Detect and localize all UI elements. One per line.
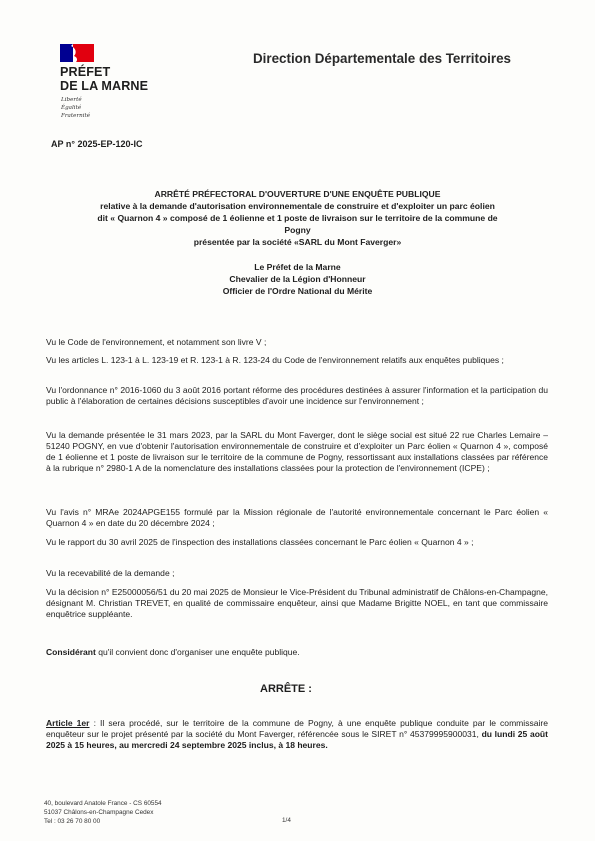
page-number: 1/4: [282, 817, 291, 824]
considerant-label: Considérant: [46, 647, 96, 657]
republic-motto: [61, 96, 90, 120]
vu-paragraph: Vu la demande présentée le 31 mars 2023, par la SARL du Mont Faverger, dont le siège social est situé 22 rue Charles Lemaire – 51240 POGNY, en vue d'obtenir l'autorisation environnementale de construire et d'exploiter un Parc éolien « Quarnon 4 », composé de 1 éolienne et 1 poste de livraison sur le territoire de la commune de Pogny, ressortissant aux installations classées par référence à la rubrique n° 2980-1 A de la nomenclature des installations classées pour la protection de l'environnement (ICPE) ;: [46, 430, 548, 474]
article-1-label: Article 1er: [46, 718, 90, 728]
prefecture-name: [60, 66, 148, 93]
vu-paragraph: Vu la recevabilité de la demande ;: [46, 568, 175, 578]
title-line-3: dit « Quarnon 4 » composé de 1 éolienne et 1 poste de livraison sur le territoire de la commune de: [97, 213, 498, 224]
vu-paragraph: Vu l'avis n° MRAe 2024APGE155 formulé par la Mission régionale de l'autorité environnementale concernant le Parc éolien « Quarnon 4 » en date du 20 décembre 2024 ;: [46, 507, 548, 529]
footer-line-1: 40, boulevard Anatole France - CS 60554: [44, 800, 162, 807]
vu-paragraph: Vu les articles L. 123-1 à L. 123-19 et R. 123-1 à R. 123-24 du Code de l'environnement relatifs aux enquêtes publiques ;: [46, 355, 504, 365]
motto-egalite: Égalité: [61, 105, 82, 111]
considerant-paragraph: [46, 647, 548, 658]
title-line-2: relative à la demande d'autorisation environnementale de construire et d'exploiter un parc éolien: [100, 201, 495, 212]
title-line-4: Pogny: [284, 225, 311, 236]
vu-paragraph: Vu l'ordonnance n° 2016-1060 du 3 août 2016 portant réforme des procédures destinées à assurer l'information et la participation du public à l'élaboration de certaines décisions susceptibles d'avoir une incidence sur l'environnement ;: [46, 385, 548, 407]
vu-paragraph: Vu le Code de l'environnement, et notamment son livre V ;: [46, 337, 267, 347]
signatory-block: [150, 261, 445, 297]
motto-fraternite: Fraternité: [61, 113, 91, 119]
reference-number: AP n° 2025-EP-120-IC: [51, 139, 143, 149]
article-1-text: : Il sera procédé, sur le territoire de la commune de Pogny, à une enquête publique conduite par le commissaire enquêteur sur le projet présenté par la société du Mont Faverger, référencée sous le SIRET n° 45379995900031,: [46, 718, 549, 740]
signatory-line-2: Chevalier de la Légion d'Honneur: [229, 274, 366, 285]
considerant-text: qu'il convient donc d'organiser une enquête publique.: [95, 647, 300, 657]
signatory-line-3: Officier de l'Ordre National du Mérite: [222, 286, 373, 297]
article-1: [46, 718, 548, 751]
decree-title: [55, 188, 540, 248]
title-line-5: présentée par la société «SARL du Mont Faverger»: [193, 237, 402, 248]
signatory-line-1: Le Préfet de la Marne: [254, 262, 341, 272]
vu-paragraph: Vu la décision n° E25000056/51 du 20 mai 2025 de Monsieur le Vice-Président du Tribunal administratif de Châlons-en-Champagne, désignant M. Christian TREVET, en qualité de commissaire enquêteur, ainsi que Madame Brigitte NOEL, en tant que commissaire enquêtrice suppléante.: [46, 587, 548, 620]
title-line-1: ARRÊTÉ PRÉFECTORAL D'OUVERTURE D'UNE ENQUÊTE PUBLIQUE: [154, 189, 441, 199]
footer-address: [44, 799, 162, 826]
arrete-heading: ARRÊTE :: [260, 683, 312, 695]
footer-line-3: Tel : 03 26 70 80 00: [44, 818, 101, 825]
marianne-logo: [60, 44, 94, 62]
footer-line-2: 51037 Châlons-en-Champagne Cedex: [44, 809, 154, 816]
prefecture-line-1: PRÉFET: [60, 65, 111, 79]
department-direction: Direction Départementale des Territoires: [253, 51, 511, 66]
motto-liberte: Liberté: [61, 97, 82, 103]
vu-paragraph: Vu le rapport du 30 avril 2025 de l'inspection des installations classées concernant le Parc éolien « Quarnon 4 » ;: [46, 537, 474, 547]
prefecture-line-2: DE LA MARNE: [60, 78, 149, 93]
article-1-dates: du lundi 25 août 2025 à 15 heures, au mercredi 24 septembre 2025 inclus, à 18 heures.: [46, 729, 548, 751]
